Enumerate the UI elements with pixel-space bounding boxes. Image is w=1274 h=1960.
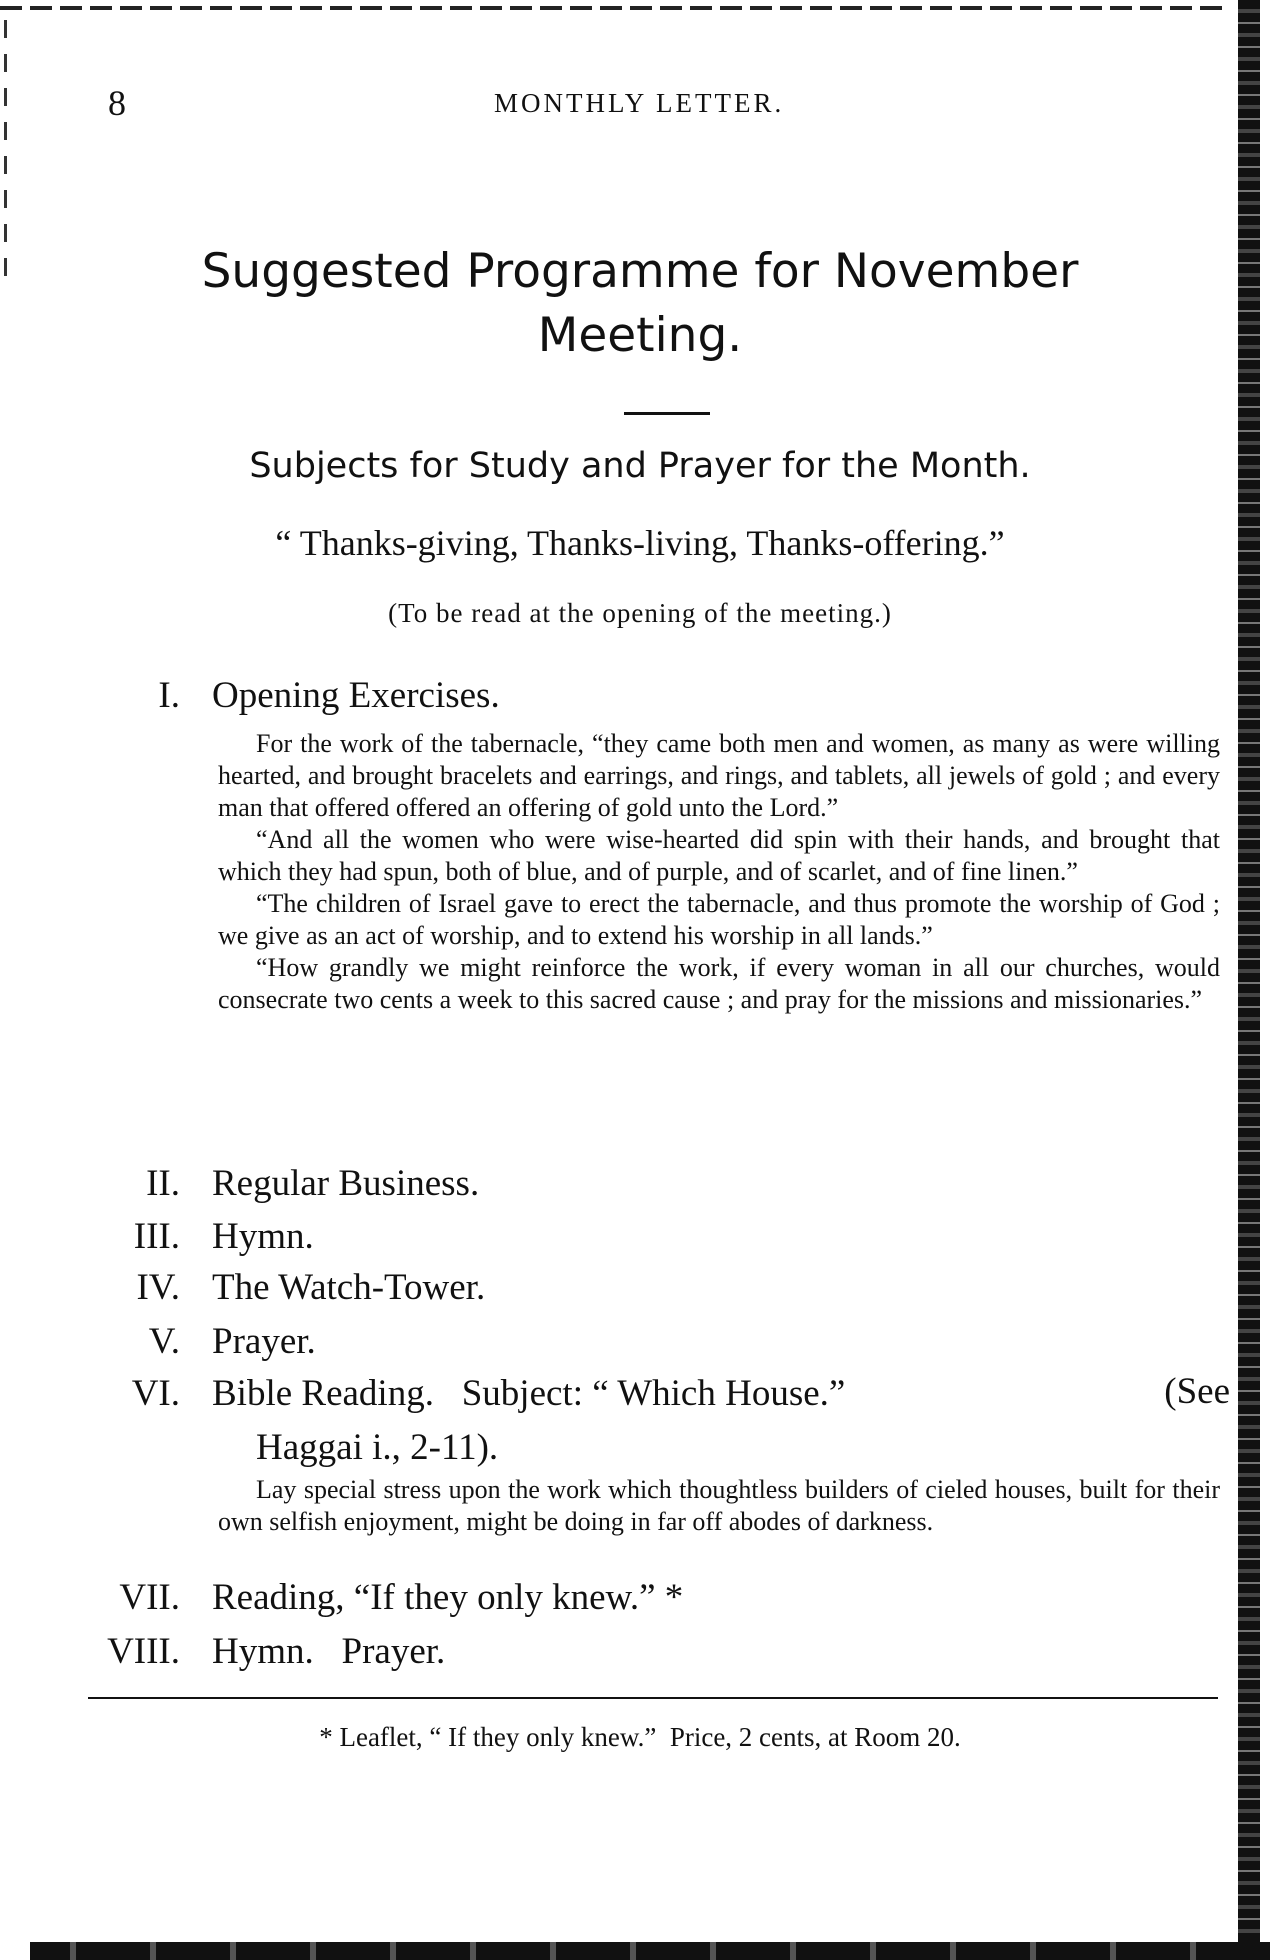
running-head [108, 82, 1214, 122]
paragraph: Lay special stress upon the work which thoughtless builders of cieled houses, built for their own selfish enjoyment, might be doing in far off abodes of darkness. [218, 1475, 1220, 1536]
item-number: V. [148, 1321, 180, 1362]
title-rule [624, 412, 710, 415]
item-number: VIII. [107, 1631, 180, 1672]
item-label: Opening Exercises. [212, 675, 500, 716]
page-number: 8 [108, 83, 126, 123]
item-label: Regular Business. [212, 1163, 480, 1204]
item-number: VII. [119, 1577, 180, 1618]
item-label: Hymn. Prayer. [212, 1631, 446, 1672]
scan-edge-bottom [30, 1942, 1270, 1960]
paragraph: “The children of Israel gave to erect the tabernacle, and thus promote the worship of God ; we give as an act of worship, and to extend his worship in all lands.” [218, 889, 1220, 950]
running-title: MONTHLY LETTER. [494, 88, 785, 118]
bible-reading-note [218, 1474, 1220, 1538]
item-label: Hymn. [212, 1216, 314, 1257]
item-label: Bible Reading. Subject: “ Which House.” [212, 1373, 846, 1414]
item-number: II. [146, 1163, 180, 1204]
paragraph: For the work of the tabernacle, “they came both men and women, as many as were willing hearted, and brought bracelets and earrings, and rings, and tablets, all jewels of gold ; and every man that offered offered an offering of gold unto the Lord.” [218, 729, 1220, 822]
item-number: III. [133, 1216, 180, 1257]
page-title [100, 240, 1180, 368]
item-number: IV. [136, 1267, 180, 1308]
scan-edge-left [4, 20, 7, 280]
paragraph: “How grandly we might reinforce the work, if every woman in all our churches, would consecrate two cents a week to this sacred cause ; and pray for the missions and missionaries.” [218, 953, 1220, 1014]
item-6-see: (See [1164, 1371, 1230, 1412]
title-line-2: Meeting. [537, 308, 743, 363]
item-label: Reading, “If they only knew.” * [212, 1577, 684, 1618]
instruction-line: (To be read at the opening of the meeting.) [388, 598, 892, 628]
item-label: The Watch-Tower. [212, 1267, 486, 1308]
footnote-rule [88, 1697, 1218, 1699]
scan-edge-right [1238, 0, 1260, 1960]
scan-edge-top [0, 6, 1230, 10]
title-line-1: Suggested Programme for November [201, 244, 1079, 299]
subtitle: Subjects for Study and Prayer for the Month. [249, 446, 1031, 486]
theme-line: “ Thanks-giving, Thanks-living, Thanks-offering.” [275, 523, 1005, 563]
item-number: VI. [131, 1373, 180, 1414]
opening-paragraphs [218, 728, 1220, 1016]
item-number: I. [158, 675, 180, 716]
paragraph: “And all the women who were wise-hearted did spin with their hands, and brought that which they had spun, both of blue, and of purple, and of scarlet, and of fine linen.” [218, 825, 1220, 886]
item-label: Prayer. [212, 1321, 316, 1362]
footnote: * Leaflet, “ If they only knew.” Price, 2 cents, at Room 20. [319, 1722, 961, 1752]
item-6-reference: Haggai i., 2-11). [256, 1427, 499, 1468]
